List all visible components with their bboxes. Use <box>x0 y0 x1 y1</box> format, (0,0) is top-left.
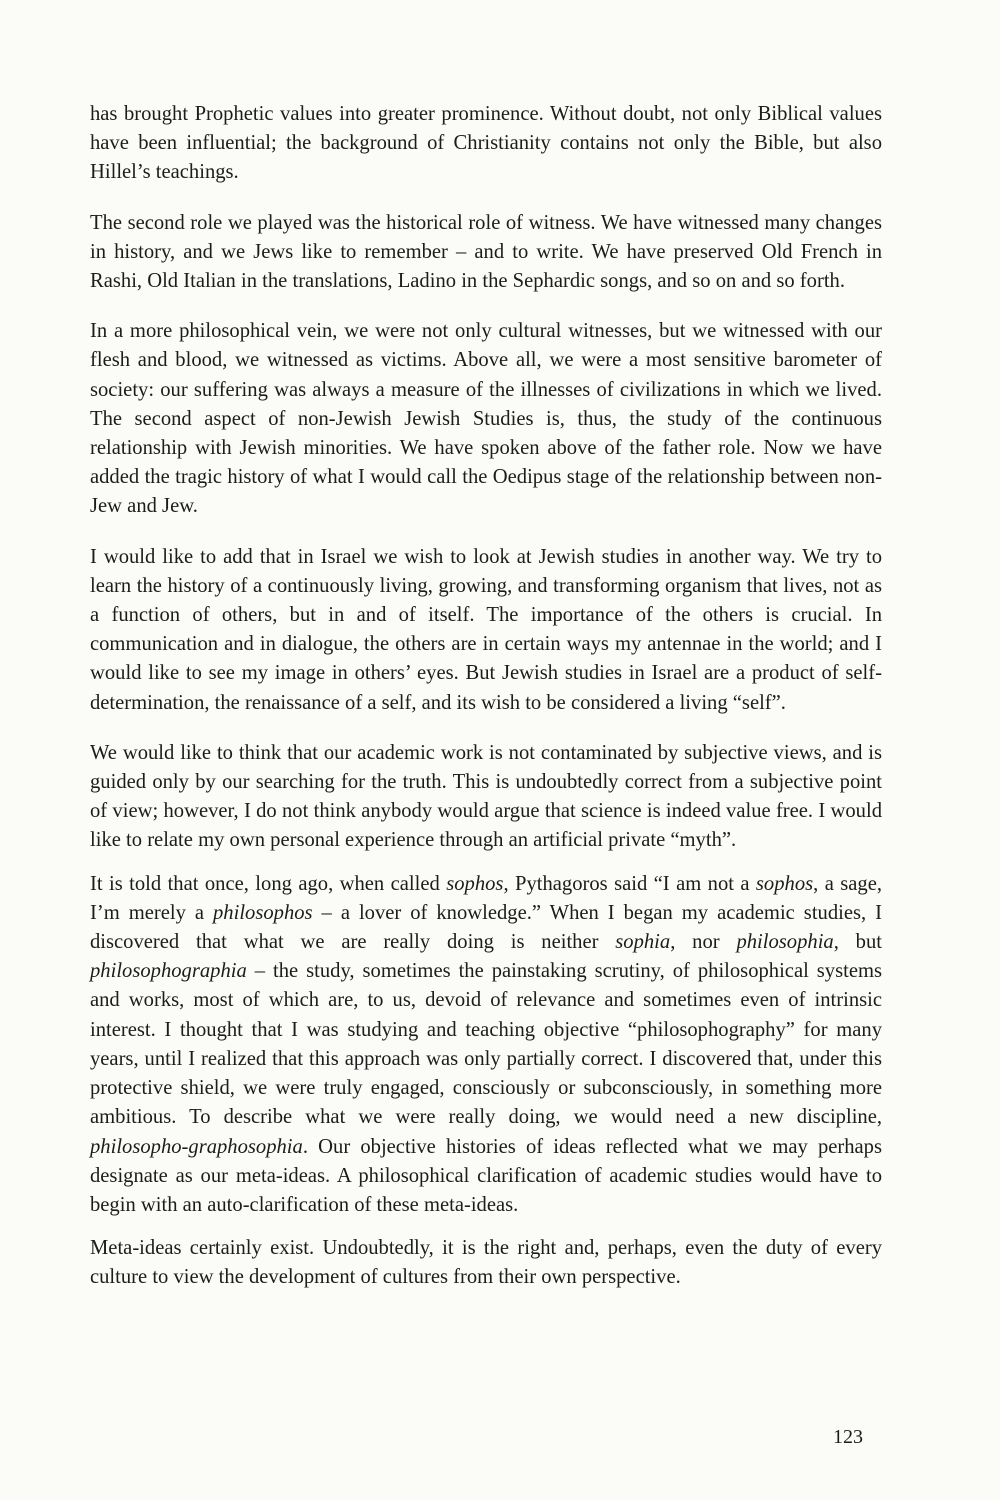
paragraph-6-italic: sophos <box>755 872 814 895</box>
paragraph-6-text: , nor <box>670 931 737 954</box>
paragraph-1: has brought Prophetic values into greater prominence. Without doubt, not only Biblical values have been influential; the background of Christianity contains not only the Bible, but also Hillel’s teachings. <box>90 103 882 184</box>
paragraph-6-text: , but <box>833 931 882 954</box>
paragraph-6-text: It is told that once, long ago, when called <box>90 872 447 895</box>
paragraph-4: I would like to add that in Israel we wish to look at Jewish studies in another way. We try to learn the history of a continuously living, growing, and transforming organism that lives, not as a function of others, but in and of itself. The importance of the others is crucial. In communication and in dialogue, the others are in certain ways my antennae in the world; and I would like to see my image in others’ eyes. But Jewish studies in Israel are a product of self-determination, the renaissance of a self, and its wish to be considered a living “self”. <box>90 545 882 714</box>
paragraph-6-text: , a sage, I’m merely a <box>90 872 882 924</box>
paragraph-6-italic: sophos <box>446 872 504 895</box>
paragraph-6-italic: philosophia <box>736 931 834 954</box>
paragraph-3: In a more philosophical vein, we were not only cultural witnesses, but we witnessed with our flesh and blood, we witnessed as victims. Above all, we were a most sensitive barometer of society: our suffering was always a measure of the illnesses of civilizations in which we lived. The second aspect of non-Jewish Jewish Studies is, thus, the study of the continuous relationship with Jewish minorities. We have spoken above of the father role. Now we have added the tragic history of what I would call the Oedipus stage of the relationship between non-Jew and Jew. <box>90 320 882 518</box>
paragraph-6-text: – the study, sometimes the painstaking scrutiny, of philosophical systems and works, most of which are, to us, devoid of relevance and sometimes even of intrinsic interest. I thought that I was studying and teaching objective “philosophography” for many years, until I realized that this approach was only partially correct. I discovered that, under this protective shield, we were truly engaged, consciously or subconsciously, in something more ambitious. To describe what we were really doing, we would need a new discipline, <box>90 960 882 1129</box>
paragraph-7: Meta-ideas certainly exist. Undoubtedly, it is the right and, perhaps, even the duty of every culture to view the development of cultures from their own perspective. <box>90 1237 882 1289</box>
paragraph-6-text: , Pythagoros said “I am not a <box>503 872 756 895</box>
paragraph-6-italic: philosophos <box>213 901 313 924</box>
paragraph-6-text: – a lover of knowledge.” When I began my academic studies, I discovered that what we are really doing is neither <box>90 901 882 954</box>
paragraph-2: The second role we played was the historical role of witness. We have witnessed many changes in history, and we Jews like to remember – and to write. We have preserved Old French in Rashi, Old Italian in the translations, Ladino in the Sephardic songs, and so on and so forth. <box>90 211 882 293</box>
page-number: 123 <box>833 1426 863 1448</box>
body-text <box>90 100 882 1314</box>
paragraph-6-italic: philosophographia <box>90 960 247 983</box>
paragraph-6-italic: sophia <box>615 931 671 954</box>
paragraph-5: We would like to think that our academic work is not contaminated by subjective views, and is guided only by our searching for the truth. This is undoubtedly correct from a subjective point of view; however, I do not think anybody would argue that science is indeed value free. I would like to relate my own personal experience through an artificial private “myth”. <box>90 741 882 852</box>
paragraph-6 <box>90 870 882 1220</box>
paragraph-6-italic: philosopho-graphosophia <box>90 1135 303 1158</box>
paragraph-6-text: . Our objective histories of ideas reflected what we may perhaps designate as our meta-ideas. A philosophical clarification of academic studies would have to begin with an auto-clarification of these meta-ideas. <box>90 1135 882 1216</box>
